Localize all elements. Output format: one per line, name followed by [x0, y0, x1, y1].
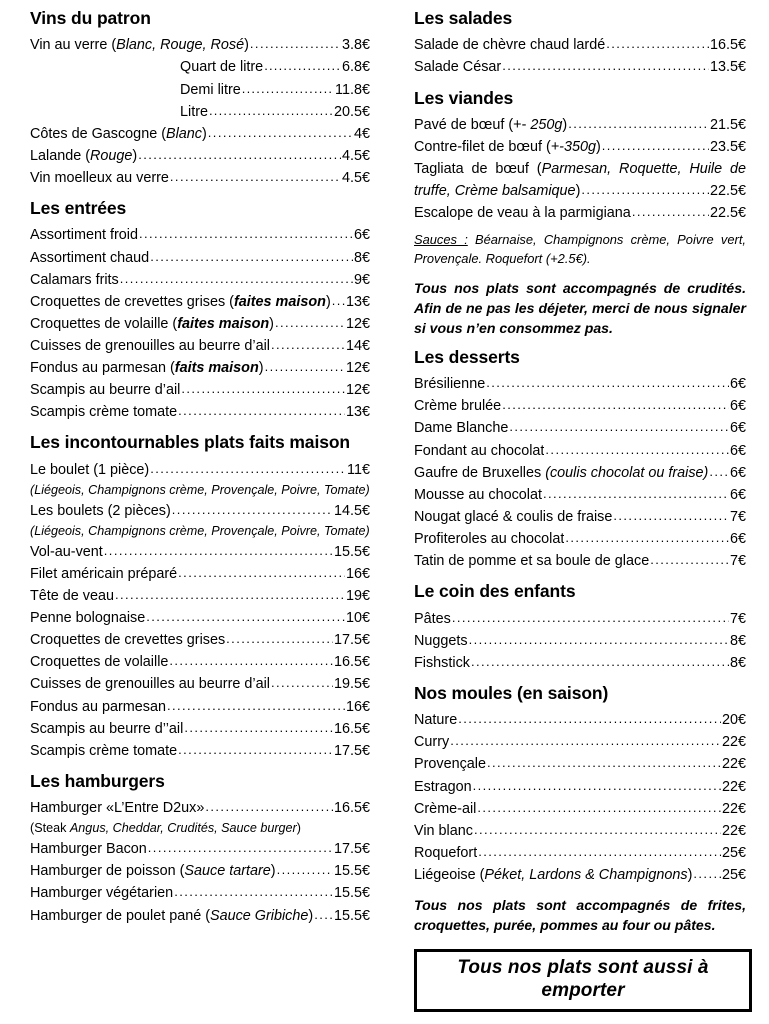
- menu-item: [414, 652, 746, 674]
- menu-item-name: Hamburger «L’Entre D2ux»: [30, 800, 205, 817]
- menu-item-price: 13.5€: [709, 59, 746, 76]
- menu-item-list: [406, 608, 746, 674]
- dot-leader: [314, 905, 333, 925]
- dot-leader: [474, 820, 721, 840]
- menu-item: [30, 56, 370, 78]
- menu-item-price: 23.5€: [709, 139, 746, 156]
- dot-leader: [178, 740, 333, 760]
- menu-item-name: Scampis au beurre d’ail: [30, 382, 181, 399]
- menu-item-price: 10€: [345, 610, 370, 627]
- dot-leader: [469, 630, 729, 650]
- menu-item-name: Liégeoise (Péket, Lardons & Champignons): [414, 866, 693, 883]
- dot-leader: [332, 291, 345, 311]
- menu-item: [414, 462, 746, 484]
- menu-item-name: Nougat glacé & coulis de fraise: [414, 508, 613, 525]
- menu-item-price: 6€: [729, 530, 746, 547]
- menu-item-name: Hamburger de poisson (Sauce tartare): [30, 863, 276, 880]
- menu-item-name: Fondus au parmesan (faits maison): [30, 360, 264, 377]
- menu-item-name: Assortiment froid: [30, 227, 138, 244]
- menu-item-price: 16.5€: [333, 654, 370, 671]
- menu-item: [30, 357, 370, 379]
- menu-section: [22, 8, 370, 189]
- dot-leader: [471, 652, 729, 672]
- dot-leader: [275, 313, 345, 333]
- dot-leader: [693, 864, 721, 884]
- menu-item-name: Assortiment chaud: [30, 249, 150, 266]
- menu-item-name: Cuisses de grenouilles au beurre d’ail: [30, 676, 270, 693]
- menu-item-name: Provençale: [414, 756, 486, 773]
- menu-item-name: Fondus au parmesan: [30, 698, 166, 715]
- menu-item-price: 9€: [353, 271, 370, 288]
- menu-item-price: 22.5€: [709, 205, 746, 222]
- menu-item-price: 13€: [345, 293, 370, 310]
- menu-item-name: Hamburger végétarien: [30, 885, 174, 902]
- menu-item-price: 25€: [721, 844, 746, 861]
- dot-leader: [172, 500, 333, 520]
- menu-section: [22, 771, 370, 927]
- menu-item-price: 22.5€: [709, 183, 746, 200]
- dot-leader: [486, 373, 729, 393]
- menu-item-name: Scampis crème tomate: [30, 404, 178, 421]
- menu-item-price: 22€: [721, 756, 746, 773]
- menu-item: [414, 34, 746, 56]
- menu-item-price: 6€: [729, 398, 746, 415]
- left-column: [22, 8, 370, 1018]
- menu-item: [30, 860, 370, 882]
- menu-item-name-line2: [414, 180, 746, 202]
- menu-item-name: Curry: [414, 734, 450, 751]
- menu-item-name: Profiteroles au chocolat: [414, 530, 565, 547]
- section-title: Les entrées: [30, 198, 127, 219]
- menu-item: [30, 224, 370, 246]
- menu-item-price: 8€: [353, 249, 370, 266]
- menu-item: [414, 753, 746, 775]
- menu-item-price: 4.5€: [341, 147, 370, 164]
- menu-item: [414, 528, 746, 550]
- menu-item-name: Croquettes de crevettes grises: [30, 632, 226, 649]
- menu-item-name: Croquettes de volaille: [30, 654, 169, 671]
- menu-item-name: Roquefort: [414, 844, 478, 861]
- menu-item-price: 19.5€: [333, 676, 370, 693]
- menu-item-price: 6€: [729, 464, 746, 481]
- menu-item-name: Les boulets (2 pièces): [30, 502, 171, 519]
- dot-leader: [502, 56, 709, 76]
- dot-leader: [581, 180, 709, 200]
- dot-leader: [602, 136, 709, 156]
- menu-item-name: Dame Blanche: [414, 420, 509, 437]
- menu-item-name: Tête de veau: [30, 588, 115, 604]
- menu-item-price: 6.8€: [341, 59, 370, 76]
- dot-leader: [264, 56, 341, 76]
- section-title: Les viandes: [414, 87, 514, 108]
- menu-item: [30, 541, 370, 563]
- menu-item-price: 16€: [345, 565, 370, 582]
- menu-item-name: Fondant au chocolat: [414, 442, 545, 459]
- menu-item: [414, 630, 746, 652]
- menu-item: [30, 797, 370, 819]
- menu-section: [406, 347, 746, 572]
- section-title: Les hamburgers: [30, 770, 165, 791]
- item-description: (Liégeois, Champignons crème, Provençale, Poivre, Tomate): [30, 482, 370, 497]
- menu-item-price: 22€: [721, 734, 746, 751]
- takeaway-banner: [414, 949, 752, 1012]
- menu-item: [414, 731, 746, 753]
- menu-section: [406, 8, 746, 79]
- menu-item: [30, 34, 370, 56]
- menu-item-name: Quart de litre: [180, 59, 264, 76]
- menu-item: [414, 136, 746, 158]
- menu-item-price: 15.5€: [333, 907, 370, 924]
- menu-item: [30, 335, 370, 357]
- menu-item-name: Lalande (Rouge): [30, 147, 138, 164]
- menu-item: [30, 718, 370, 740]
- menu-item-price: 16.5€: [333, 800, 370, 817]
- menu-section: [406, 88, 746, 338]
- menu-item-price: 11€: [347, 461, 370, 478]
- menu-item-list: [22, 500, 370, 522]
- menu-item: [414, 506, 746, 528]
- dot-leader: [146, 607, 345, 627]
- menu-item-price: 16.5€: [709, 37, 746, 54]
- menu-item: [30, 607, 370, 629]
- menu-item-name: Calamars frits: [30, 271, 119, 288]
- menu-section: [406, 581, 746, 674]
- menu-item: [30, 696, 370, 718]
- menu-item-name: Vin blanc: [414, 822, 473, 839]
- menu-item-price: 16.5€: [333, 720, 370, 737]
- menu-item-price: 14€: [345, 338, 370, 354]
- menu-item-name: Filet américain préparé: [30, 565, 178, 582]
- menu-item-name-line1: Tagliata de bœuf (Parmesan, Roquette, Huile de: [414, 161, 746, 178]
- dot-leader: [205, 797, 333, 817]
- dot-leader: [138, 145, 341, 165]
- menu-item: [30, 673, 370, 695]
- menu-item: [414, 550, 746, 572]
- menu-item: [414, 484, 746, 506]
- dot-leader: [226, 629, 333, 649]
- menu-item-name: Crème brulée: [414, 398, 502, 415]
- dot-leader: [208, 123, 353, 143]
- section-notice: Tous nos plats sont accompagnés de frites, croquettes, purée, pommes au four ou pâtes.: [414, 897, 746, 934]
- menu-item-name: Demi litre: [180, 81, 241, 98]
- menu-item-price: 4€: [353, 125, 370, 142]
- section-title: Les salades: [414, 8, 513, 28]
- dot-leader: [139, 224, 353, 244]
- menu-item-price: 20€: [721, 712, 746, 729]
- dot-leader: [150, 247, 353, 267]
- dot-leader: [543, 484, 729, 504]
- menu-item: [414, 56, 746, 78]
- dot-leader: [473, 776, 721, 796]
- menu-item-name: Nature: [414, 712, 458, 729]
- takeaway-banner-text: Tous nos plats sont aussi à emporter: [457, 957, 709, 1001]
- dot-leader: [271, 673, 333, 693]
- menu-item-price: 21.5€: [709, 116, 746, 133]
- menu-item-name: Le boulet (1 pièce): [30, 461, 150, 478]
- menu-item-list: [22, 34, 370, 189]
- menu-item-list: [22, 541, 370, 762]
- menu-item-price: 25€: [721, 866, 746, 883]
- menu-item: [414, 373, 746, 395]
- section-title: Nos moules (en saison): [414, 682, 609, 703]
- menu-item-name: Vin au verre (Blanc, Rouge, Rosé): [30, 37, 249, 54]
- dot-leader: [170, 167, 341, 187]
- menu-item-price: 15.5€: [333, 863, 370, 880]
- dot-leader: [167, 696, 345, 716]
- menu-item-name: Estragon: [414, 778, 472, 795]
- menu-item: [30, 500, 370, 522]
- menu-section: [22, 198, 370, 423]
- menu-item-name: Vol-au-vent: [30, 543, 103, 560]
- menu-item: [414, 202, 746, 224]
- menu-item-name: Hamburger de poulet pané (Sauce Gribiche): [30, 907, 314, 924]
- menu-item: [30, 101, 370, 123]
- sauces-label: Sauces :: [414, 232, 468, 248]
- menu-item-name: Scampis au beurre d’’ail: [30, 720, 184, 737]
- menu-item-price: 13€: [345, 404, 370, 421]
- menu-item: [414, 820, 746, 842]
- menu-item-list: [22, 459, 370, 481]
- dot-leader: [509, 417, 729, 437]
- dot-leader: [178, 401, 345, 421]
- menu-item-name: Mousse au chocolat: [414, 486, 542, 503]
- section-title: Les incontournables plats faits maison: [30, 432, 351, 453]
- menu-item-name: Scampis crème tomate: [30, 742, 178, 759]
- menu-item: [414, 864, 746, 886]
- menu-item-price: 8€: [729, 632, 746, 649]
- dot-leader: [565, 528, 729, 548]
- item-description: (Liégeois, Champignons crème, Provençale, Poivre, Tomate): [30, 523, 370, 538]
- menu-item-name: Nuggets: [414, 632, 468, 649]
- menu-item-name: Croquettes de crevettes grises (faites maison): [30, 293, 331, 310]
- menu-item-name: truffe, Crème balsamique): [414, 183, 581, 200]
- menu-item: [414, 709, 746, 731]
- dot-leader: [568, 114, 709, 134]
- section-title: Les desserts: [414, 346, 520, 367]
- menu-item-list: [406, 34, 746, 78]
- sauces-note: Sauces : Béarnaise, Champignons crème, Poivre vert, Provençale. Roquefort (+2.5€).: [414, 232, 746, 267]
- menu-item-name: Gaufre de Bruxelles (coulis chocolat ou fraise): [414, 464, 709, 481]
- dot-leader: [632, 202, 709, 222]
- menu-item-name: Contre-filet de bœuf (+-350g): [414, 139, 601, 156]
- menu-item: [30, 651, 370, 673]
- dot-leader: [450, 731, 721, 751]
- right-column: [406, 8, 746, 1018]
- menu-item-price: 15.5€: [333, 543, 370, 560]
- dot-leader: [148, 838, 333, 858]
- menu-item-price: 6€: [353, 227, 370, 244]
- dot-leader: [265, 357, 345, 377]
- menu-item-price: 17.5€: [333, 742, 370, 759]
- menu-item-name: Pavé de bœuf (+- 250g): [414, 116, 568, 133]
- menu-item: [414, 440, 746, 462]
- menu-item-name: Penne bolognaise: [30, 610, 146, 627]
- dot-leader: [184, 718, 333, 738]
- menu-item: [30, 882, 370, 904]
- dot-leader: [104, 541, 333, 561]
- dot-leader: [458, 709, 721, 729]
- menu-item-name: Cuisses de grenouilles au beurre d’ail: [30, 338, 270, 354]
- dot-leader: [613, 506, 729, 526]
- menu-item: [414, 608, 746, 630]
- dot-leader: [250, 34, 341, 54]
- dot-leader: [115, 585, 345, 605]
- menu-item: [414, 417, 746, 439]
- menu-item: [30, 145, 370, 167]
- menu-item-price: 7€: [729, 553, 746, 570]
- menu-item-name: Litre: [180, 103, 208, 120]
- menu-item-price: 6€: [729, 376, 746, 393]
- menu-item-list: [406, 373, 746, 572]
- dot-leader: [242, 79, 334, 99]
- dot-leader: [487, 753, 721, 773]
- menu-item: [414, 798, 746, 820]
- menu-item-price: 22€: [721, 800, 746, 817]
- menu-item: [30, 838, 370, 860]
- menu-item: [30, 291, 370, 313]
- menu-item: [30, 401, 370, 423]
- section-title: Vins du patron: [30, 8, 151, 28]
- dot-leader: [650, 550, 729, 570]
- dot-leader: [120, 269, 353, 289]
- menu-item-price: 15.5€: [333, 885, 370, 902]
- dot-leader: [271, 335, 345, 355]
- menu-item-price: 19€: [345, 588, 370, 604]
- dot-leader: [150, 459, 346, 479]
- dot-leader: [709, 462, 729, 482]
- menu-item: [30, 740, 370, 762]
- menu-item-name: Fishstick: [414, 654, 470, 671]
- menu-item: [30, 629, 370, 651]
- menu-item: [30, 247, 370, 269]
- menu-item: [30, 313, 370, 335]
- menu-item: [414, 776, 746, 798]
- section-notice: Tous nos plats sont accompagnés de crudités. Afin de ne pas les déjeter, merci de nous signaler si vous n’en consommez pas.: [414, 279, 746, 336]
- menu-item: [30, 123, 370, 145]
- menu-item: [30, 167, 370, 189]
- menu-item-price: 6€: [729, 486, 746, 503]
- menu-item-list: [22, 797, 370, 819]
- menu-item: [414, 842, 746, 864]
- menu-item-list: [406, 114, 746, 225]
- menu-item-name: Pâtes: [414, 610, 451, 627]
- dot-leader: [178, 563, 345, 583]
- menu-item-price: 22€: [721, 778, 746, 795]
- menu-item-price: 3.8€: [341, 37, 370, 54]
- dot-leader: [209, 101, 333, 121]
- menu-item: [30, 585, 370, 607]
- menu-item-price: 17.5€: [333, 632, 370, 649]
- menu-item-list: [22, 224, 370, 423]
- menu-item-price: 12€: [345, 360, 370, 377]
- menu-item-name: Côtes de Gascogne (Blanc): [30, 125, 207, 142]
- menu-item: [30, 563, 370, 585]
- menu-item-price: 22€: [721, 822, 746, 839]
- dot-leader: [545, 440, 729, 460]
- menu-item-name: Salade César: [414, 59, 502, 76]
- menu-item-price: 12€: [345, 382, 370, 399]
- menu-item-list: [22, 838, 370, 926]
- dot-leader: [477, 798, 721, 818]
- menu-item-price: 17.5€: [333, 841, 370, 858]
- menu-section: [406, 683, 746, 935]
- menu-item-name: Tatin de pomme et sa boule de glace: [414, 553, 650, 570]
- menu-item-name: Croquettes de volaille (faites maison): [30, 315, 274, 332]
- dot-leader: [452, 608, 729, 628]
- menu-item-price: 14.5€: [333, 502, 370, 519]
- menu-item: [414, 395, 746, 417]
- menu-item-name: Salade de chèvre chaud lardé: [414, 37, 606, 54]
- dot-leader: [169, 651, 333, 671]
- menu-item: [30, 459, 370, 481]
- menu-item: [414, 114, 746, 136]
- item-description: (Steak Angus, Cheddar, Crudités, Sauce burger): [30, 821, 301, 836]
- menu-item: [30, 905, 370, 927]
- menu-item-price: 16€: [345, 698, 370, 715]
- menu-item: [414, 158, 746, 202]
- menu-item-name: Crème-ail: [414, 800, 477, 817]
- menu-item-price: 4.5€: [341, 170, 370, 186]
- menu-item-list: [406, 709, 746, 886]
- dot-leader: [502, 395, 729, 415]
- menu-item-price: 8€: [729, 654, 746, 671]
- menu-item-name: Brésilienne: [414, 376, 486, 393]
- menu-item: [30, 79, 370, 101]
- dot-leader: [478, 842, 721, 862]
- menu-item-price: 11.8€: [335, 81, 370, 98]
- menu-item-price: 7€: [729, 508, 746, 525]
- menu-item-name: Escalope de veau à la parmigiana: [414, 205, 631, 222]
- section-title: Le coin des enfants: [414, 581, 576, 602]
- dot-leader: [277, 860, 333, 880]
- dot-leader: [181, 379, 345, 399]
- menu-item: [30, 379, 370, 401]
- menu-item-price: 12€: [345, 315, 370, 332]
- dot-leader: [606, 34, 709, 54]
- dot-leader: [174, 882, 333, 902]
- menu-item: [30, 269, 370, 291]
- menu-item-price: 7€: [729, 610, 746, 627]
- menu-item-name: Hamburger Bacon: [30, 841, 147, 858]
- menu-item-price: 6€: [729, 420, 746, 437]
- menu-item-price: 6€: [729, 442, 746, 459]
- menu-section: [22, 432, 370, 761]
- menu-item-name: Vin moelleux au verre: [30, 170, 169, 186]
- menu-item-price: 20.5€: [333, 103, 370, 120]
